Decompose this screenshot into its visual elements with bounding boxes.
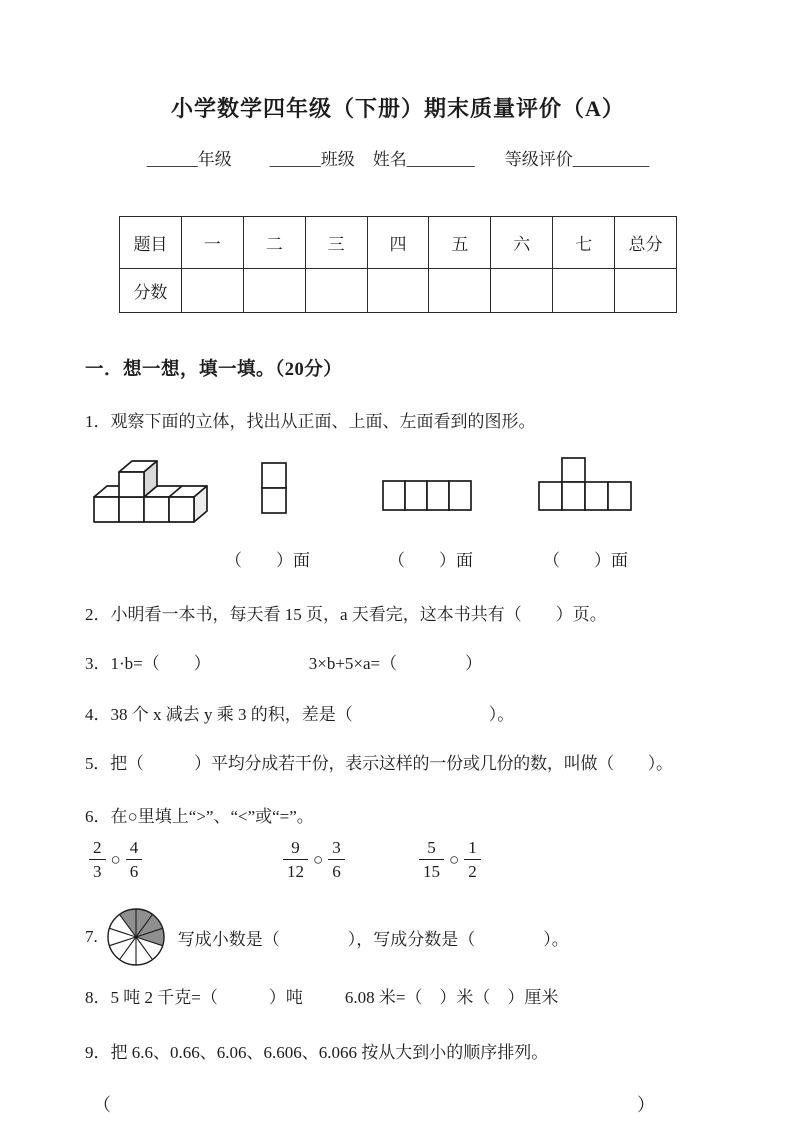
blank-face-label: （ ）面 bbox=[225, 551, 310, 570]
blank-face-label: （ ）面 bbox=[388, 551, 473, 570]
score-cell bbox=[553, 269, 615, 313]
section1-heading: 一．想一想，填一填。（20分） bbox=[85, 360, 343, 380]
numerator: 4 bbox=[129, 838, 139, 857]
question-2-text: 2．小明看一本书，每天看 15 页，a 天看完，这本书共有（ ）页。 bbox=[85, 605, 607, 624]
fraction-comparison bbox=[283, 839, 345, 880]
score-table bbox=[119, 216, 677, 313]
score-row-label: 分数 bbox=[120, 269, 182, 313]
grade-blank: ______年级 bbox=[146, 150, 232, 169]
score-cell bbox=[243, 269, 305, 313]
score-cell bbox=[429, 269, 491, 313]
fraction-comparison bbox=[89, 839, 142, 880]
comparison-circle: ○ bbox=[449, 850, 460, 869]
score-cell bbox=[367, 269, 429, 313]
question-3-part1: 3．1·b=（ ） bbox=[85, 654, 211, 673]
score-table-header-cell: 五 bbox=[429, 217, 491, 269]
question-7 bbox=[85, 907, 711, 967]
name-blank: 姓名________ bbox=[372, 150, 475, 169]
question-7-text: 写成小数是（ ），写成分数是（ ）。 bbox=[177, 929, 569, 949]
question-8-part2: 6.08 米=（ ）米（ ）厘米 bbox=[344, 988, 559, 1007]
score-table-header-cell: 二 bbox=[243, 217, 305, 269]
fraction bbox=[89, 839, 106, 880]
rating-blank: 等级评价_________ bbox=[504, 150, 650, 169]
cube-solid-figure bbox=[88, 440, 218, 528]
question-1-figures bbox=[85, 438, 711, 542]
question-8 bbox=[85, 983, 711, 1008]
question-6-comparisons bbox=[85, 839, 711, 897]
spacer bbox=[355, 145, 373, 170]
question-8-part1: 8．5 吨 2 千克=（ ）吨 bbox=[85, 988, 303, 1007]
score-table-header-cell: 一 bbox=[181, 217, 243, 269]
score-table-header-cell: 七 bbox=[553, 217, 615, 269]
answer-paren-close: ） bbox=[637, 1095, 655, 1115]
score-table-header-row bbox=[120, 217, 677, 269]
fraction bbox=[126, 839, 143, 880]
question-5-text: 5．把（ ）平均分成若干份，表示这样的一份或几份的数，叫做（ ）。 bbox=[85, 754, 673, 773]
class-blank: ______班级 bbox=[269, 150, 355, 169]
fraction bbox=[283, 839, 308, 880]
score-table-header-cell: 六 bbox=[491, 217, 553, 269]
comparison-circle: ○ bbox=[110, 850, 121, 869]
question-3-part2: 3×b+5×a=（ ） bbox=[308, 654, 483, 673]
pie-chart-figure bbox=[106, 907, 166, 967]
score-table-score-row bbox=[120, 269, 677, 313]
score-cell bbox=[181, 269, 243, 313]
score-table-header-cell: 总分 bbox=[615, 217, 677, 269]
student-info-line bbox=[85, 145, 711, 170]
denominator: 2 bbox=[464, 859, 481, 880]
question-9-text: 9．把 6.6、0.66、6.06、6.606、6.066 按从大到小的顺序排列。 bbox=[85, 1043, 549, 1062]
score-table-header-cell: 三 bbox=[305, 217, 367, 269]
spacer bbox=[475, 145, 505, 170]
fraction bbox=[328, 839, 345, 880]
denominator: 15 bbox=[419, 859, 444, 880]
numerator: 2 bbox=[93, 838, 102, 857]
fraction bbox=[464, 839, 481, 880]
question-1-text: 1．观察下面的立体，找出从正面、上面、左面看到的图形。 bbox=[85, 412, 536, 431]
numerator: 5 bbox=[427, 838, 436, 857]
score-table-header-cell: 四 bbox=[367, 217, 429, 269]
score-cell bbox=[615, 269, 677, 313]
question-4-text: 4．38 个 x 减去 y 乘 3 的积，差是（ ）。 bbox=[85, 705, 515, 724]
answer-paren-open: （ bbox=[93, 1095, 111, 1115]
question-9-answer-line bbox=[93, 1091, 655, 1117]
t-shape-view-figure bbox=[537, 454, 633, 512]
question-7-number: 7. bbox=[85, 927, 98, 946]
spacer bbox=[211, 649, 309, 674]
fraction-comparison bbox=[419, 839, 481, 880]
blank-face-label: （ ）面 bbox=[543, 551, 628, 570]
question-3-text bbox=[85, 649, 711, 674]
numerator: 9 bbox=[291, 838, 300, 857]
numerator: 1 bbox=[468, 838, 477, 857]
page-title: 小学数学四年级（下册）期末质量评价（A） bbox=[171, 96, 625, 121]
fraction bbox=[419, 839, 444, 880]
denominator: 12 bbox=[283, 859, 308, 880]
score-table-header-cell: 题目 bbox=[120, 217, 182, 269]
front-view-two-stack-figure bbox=[261, 462, 288, 515]
question-1-blank-labels bbox=[85, 546, 711, 572]
question-6-text: 6．在○里填上“>”、“<”或“=”。 bbox=[85, 807, 314, 826]
denominator: 3 bbox=[89, 859, 106, 880]
denominator: 6 bbox=[126, 859, 143, 880]
spacer bbox=[232, 145, 270, 170]
score-cell bbox=[305, 269, 367, 313]
spacer bbox=[303, 983, 345, 1008]
comparison-circle: ○ bbox=[313, 850, 324, 869]
numerator: 3 bbox=[332, 838, 341, 857]
denominator: 6 bbox=[328, 859, 345, 880]
row-of-four-squares-figure bbox=[382, 480, 473, 511]
score-cell bbox=[491, 269, 553, 313]
